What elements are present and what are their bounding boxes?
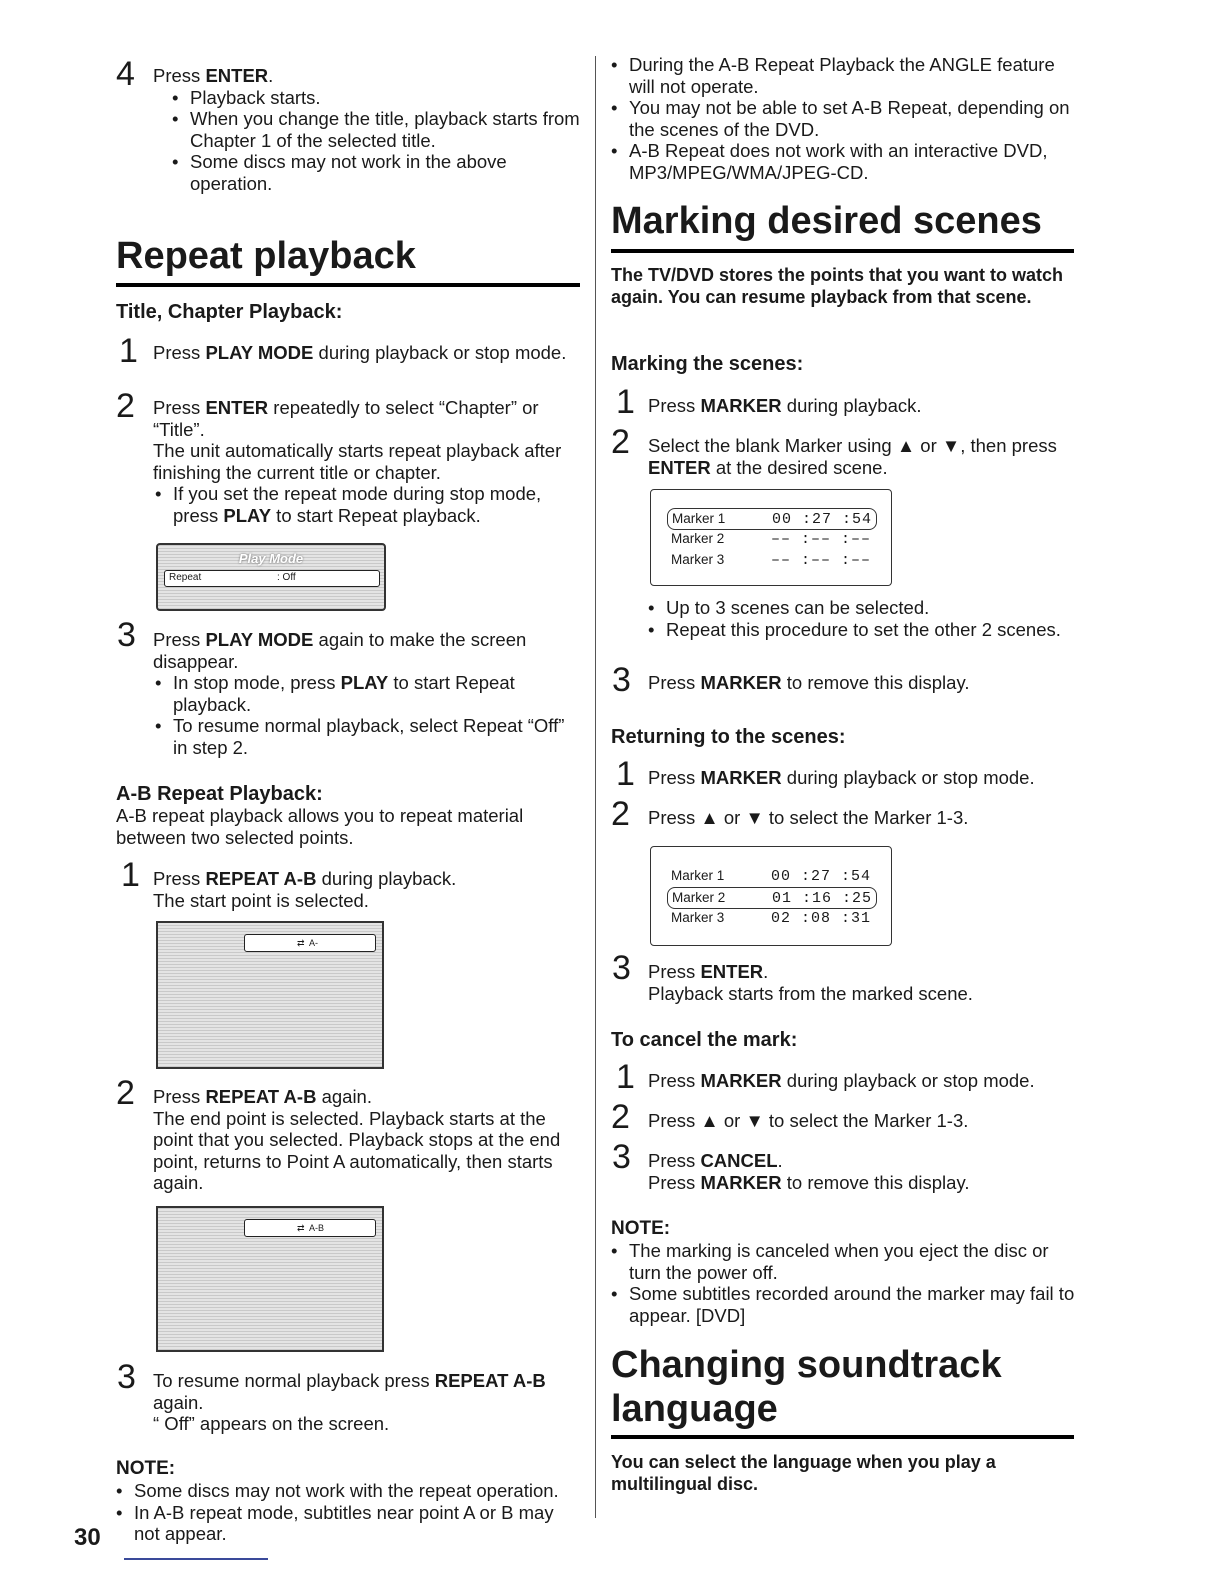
bullet: • To resume normal playback, select Repeat “Off” in step 2. [155, 715, 573, 758]
step-text: Press REPEAT A-B again. The end point is selected. Playback starts at the point that you selected. Playback stops at the end point, returns to Point A automatically, then starts again. [153, 1086, 561, 1193]
soundtrack-lead: You can select the language when you play a multilingual disc. [611, 1452, 996, 1494]
notes-list [611, 1240, 1077, 1326]
marker-row: Marker 2 –– :–– :–– [671, 531, 872, 548]
marking-lead: The TV/DVD stores the points that you want to watch again. You can resume playback from that scene. [611, 265, 1064, 307]
note-item: • In A-B repeat mode, subtitles near point A or B may not appear. [116, 1502, 582, 1545]
bullet: • When you change the title, playback starts from Chapter 1 of the selected title. [172, 108, 583, 151]
subheading-ab-repeat: A-B Repeat Playback: [116, 783, 323, 805]
subheading-cancel: To cancel the mark: [611, 1029, 798, 1051]
play-mode-screen [156, 543, 386, 611]
step-number: 3 [612, 661, 631, 699]
repeat-icon: ⇄ [297, 938, 305, 948]
bullet: • A-B Repeat does not work with an interactive DVD, MP3/MPEG/WMA/JPEG-CD. [611, 140, 1077, 183]
repeat-row: Repeat : Off [164, 570, 380, 587]
step-text: Press ENTER. Playback starts from the marked scene. [648, 961, 973, 1004]
step-text: Press MARKER to remove this display. [648, 672, 970, 693]
step-number: 3 [117, 1358, 136, 1396]
step-text: Press ENTER repeatedly to select “Chapter” or “Title”. The unit automatically starts repeat playback after finishing the current title or chapter. • If you set the repeat mode during stop mode, press PLAY to start Repeat playback. [153, 397, 573, 526]
note-item: • The marking is canceled when you eject the disc or turn the power off. [611, 1240, 1077, 1283]
step-number: 1 [616, 755, 635, 793]
marker-row: Marker 1 00 :27 :54 [671, 868, 872, 885]
step-number: 2 [611, 423, 630, 461]
ab-notes-list [611, 54, 1077, 183]
repeat-indicator: ⇄ A-B [244, 1219, 376, 1237]
step-text: Press PLAY MODE again to make the screen disappear. • In stop mode, press PLAY to start Repeat playback. • To resume normal playback, select Repeat “Off” in step 2. [153, 629, 573, 758]
marker-row: Marker 3 –– :–– :–– [671, 552, 872, 569]
step-number: 1 [119, 332, 138, 370]
footer-rule [124, 1558, 268, 1560]
step-number: 1 [616, 383, 635, 421]
section-title-repeat: Repeat playback [116, 235, 416, 277]
step-text: Press MARKER during playback or stop mode. [648, 767, 1035, 788]
repeat-icon: ⇄ [297, 1223, 305, 1233]
bullet: • Repeat this procedure to set the other 2 scenes. [648, 619, 1078, 641]
repeat-indicator: ⇄ A- [244, 934, 376, 952]
step-text: Press CANCEL. Press MARKER to remove this display. [648, 1150, 970, 1193]
step-text: Press MARKER during playback. [648, 395, 922, 416]
step-text: Select the blank Marker using ▲ or ▼, then press ENTER at the desired scene. [648, 435, 1057, 478]
bullet: • Some discs may not work in the above operation. [172, 151, 583, 194]
step-text: To resume normal playback press REPEAT A-B again. “ Off” appears on the screen. [153, 1370, 546, 1434]
step-text: Press ▲ or ▼ to select the Marker 1-3. [648, 1110, 969, 1131]
bullet: • Playback starts. [172, 87, 583, 109]
marker-list-display [650, 846, 892, 946]
step-text: Press PLAY MODE during playback or stop mode. [153, 342, 567, 363]
step-text: Press ▲ or ▼ to select the Marker 1-3. [648, 807, 969, 828]
subheading-returning: Returning to the scenes: [611, 726, 846, 748]
step-number: 2 [116, 1074, 135, 1112]
step-number: 2 [116, 387, 135, 425]
bullet: • You may not be able to set A-B Repeat, depending on the scenes of the DVD. [611, 97, 1077, 140]
section-title-marking: Marking desired scenes [611, 200, 1042, 242]
marker-list-display [650, 489, 892, 586]
marker-row: Marker 2 01 :16 :25 [667, 887, 877, 909]
step-number: 4 [116, 55, 135, 93]
page-number: 30 [74, 1524, 101, 1551]
marker-row: Marker 3 02 :08 :31 [671, 910, 872, 927]
bullet: • If you set the repeat mode during stop mode, press PLAY to start Repeat playback. [155, 483, 573, 526]
step-text: Press ENTER. • Playback starts. • When you change the title, playback starts from Chapter 1 of the selected title. • Some discs may not work in the above operation. [153, 65, 583, 194]
title-rule [116, 283, 580, 287]
marker-row: Marker 1 00 :27 :54 [667, 508, 877, 530]
title-rule [611, 249, 1074, 253]
ab-intro: A-B repeat playback allows you to repeat material between two selected points. [116, 805, 524, 848]
step-number: 2 [611, 795, 630, 833]
play-mode-title: Play Mode [238, 551, 304, 566]
bullet: • In stop mode, press PLAY to start Repeat playback. [155, 672, 573, 715]
step-number: 3 [612, 1138, 631, 1176]
step-number: 1 [616, 1058, 635, 1096]
step-number: 1 [121, 856, 140, 894]
note-item: • Some discs may not work with the repeat operation. [116, 1480, 582, 1502]
column-divider [595, 56, 596, 1518]
subheading-title-chapter: Title, Chapter Playback: [116, 301, 343, 323]
notes-list [116, 1480, 582, 1545]
note-item: • Some subtitles recorded around the marker may fail to appear. [DVD] [611, 1283, 1077, 1326]
note-label: NOTE: [116, 1458, 176, 1479]
bullet: • During the A-B Repeat Playback the ANGLE feature will not operate. [611, 54, 1077, 97]
step-text: Press REPEAT A-B during playback. The start point is selected. [153, 868, 457, 911]
bullet: • Up to 3 scenes can be selected. [648, 597, 1078, 619]
step-number: 3 [612, 949, 631, 987]
ab-screen-start [156, 921, 384, 1069]
subheading-marking-scenes: Marking the scenes: [611, 353, 804, 375]
step-number: 2 [611, 1098, 630, 1136]
section-title-soundtrack: Changing soundtrack language [611, 1344, 1002, 1430]
marking-bullets [648, 597, 1078, 640]
step-number: 3 [117, 616, 136, 654]
note-label: NOTE: [611, 1218, 671, 1239]
title-rule [611, 1435, 1074, 1439]
step-text: Press MARKER during playback or stop mode. [648, 1070, 1035, 1091]
ab-screen-end [156, 1206, 384, 1352]
